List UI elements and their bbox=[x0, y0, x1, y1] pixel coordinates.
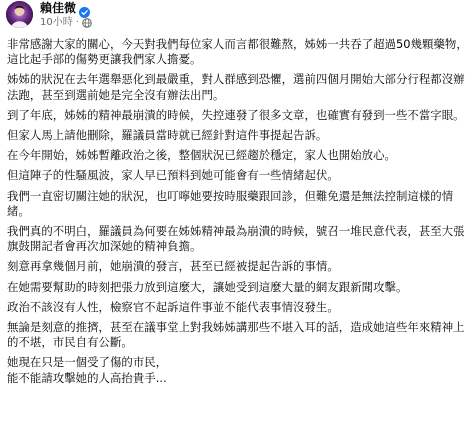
post-paragraph: 姊姊的狀況在去年選舉惡化到最嚴重，對人群感到恐懼，選前四個月開始大部分行程都沒辦法跑，甚至到選前她是完全沒有辦法出門。 bbox=[7, 72, 465, 102]
post-paragraph: 她現在只是一個受了傷的市民， 能不能請攻擊她的人高抬貴手... bbox=[7, 355, 168, 385]
post-paragraph: 刻意再拿幾個月前，她崩潰的發言，甚至已經被提起告訴的事情。 bbox=[7, 259, 339, 274]
author-name[interactable]: 賴佳微 bbox=[40, 1, 77, 15]
verified-badge-icon bbox=[79, 3, 90, 14]
post-paragraph: 在今年開始，姊姊暫離政治之後，整個狀況已經趨於穩定，家人也開始放心。 bbox=[7, 148, 396, 163]
globe-icon[interactable] bbox=[82, 18, 92, 28]
post-paragraph: 無論是刻意的推擠，甚至在議事堂上對我姊姊講那些不堪入耳的話，造成她這些年來精神上的不堪，市民自有公斷。 bbox=[7, 320, 465, 350]
post-paragraph: 在她需要幫助的時刻把張力放到這麼大，讓她受到這麼大量的網友跟新聞攻擊。 bbox=[7, 279, 408, 294]
post-paragraph: 我們真的不明白，羅議員為何要在姊姊精神最為崩潰的時候，號召一堆民意代表，甚至大張旗鼓開記者會再次加深她的精神負擔。 bbox=[7, 224, 465, 254]
post-timestamp[interactable]: 10小時 bbox=[40, 17, 73, 28]
post-paragraph: 但這陣子的性騷風波，家人早已預料到她可能會有一些情緒起伏。 bbox=[7, 168, 339, 183]
meta-separator: · bbox=[75, 17, 79, 28]
post-paragraph: 但家人馬上請他刪除，羅議員當時就已經針對這件事提起告訴。 bbox=[7, 128, 328, 143]
post-paragraph: 非常感謝大家的關心，今天對我們每位家人而言都很難熬，姊姊一共吞了超過50幾顆藥物，這比起手部的傷勢更讓我們家人擔憂。 bbox=[7, 37, 468, 67]
post-paragraph: 政治不該沒有人性，檢察官不起訴這件事並不能代表事情沒發生。 bbox=[7, 299, 339, 314]
author-row bbox=[40, 0, 90, 16]
post-header bbox=[0, 0, 474, 36]
avatar-image bbox=[6, 1, 33, 28]
post-paragraph: 到了年底，姊姊的精神最崩潰的時候，失控連發了很多文章，也確實有發到一些不當字眼。 bbox=[7, 107, 465, 122]
avatar[interactable] bbox=[6, 1, 33, 28]
post-paragraph: 我們一直密切關注她的狀況，也叮嚀她要按時服藥跟回診，但難免還是無法控制這樣的情緒。 bbox=[7, 188, 454, 218]
post-body bbox=[7, 37, 469, 391]
post-meta bbox=[40, 16, 92, 29]
